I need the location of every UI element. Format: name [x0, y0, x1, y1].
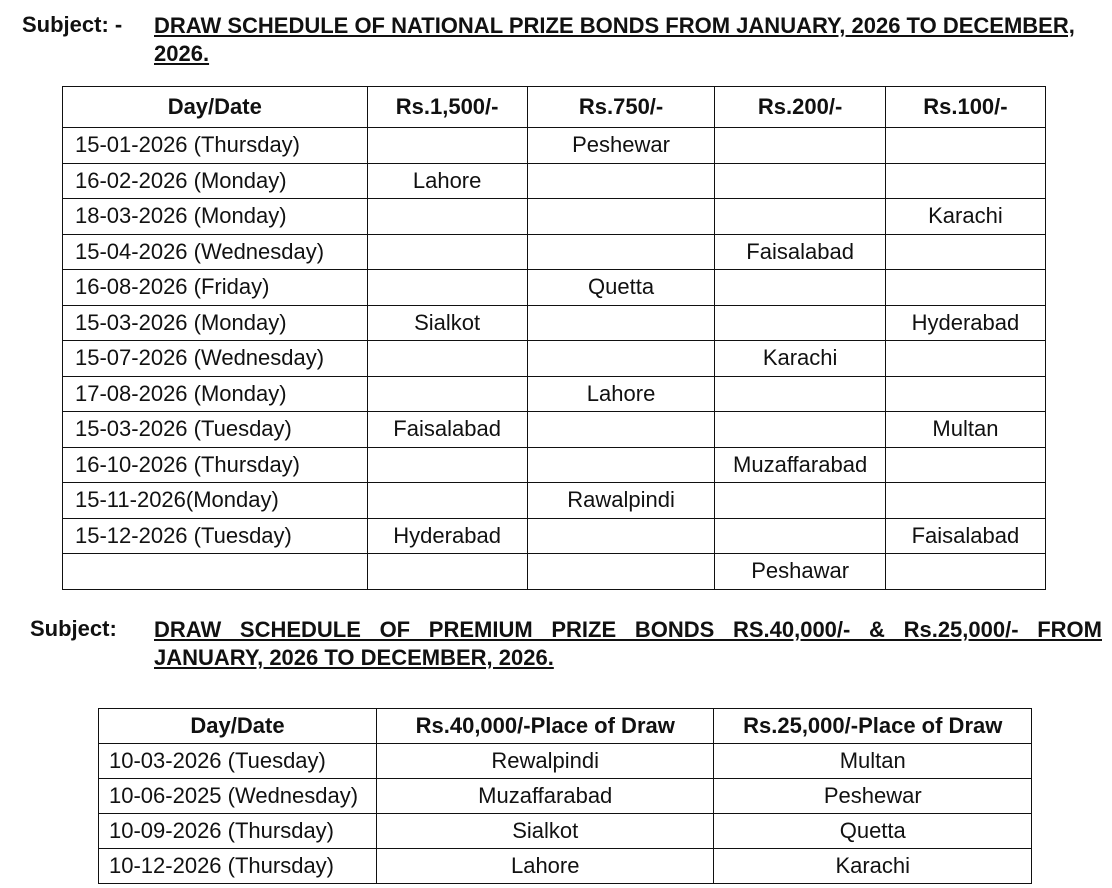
- cell-rs40000: Muzaffarabad: [376, 779, 714, 814]
- cell-rs1500: [367, 447, 527, 483]
- cell-rs1500: [367, 128, 527, 164]
- cell-rs750: [527, 447, 715, 483]
- column-header-rs200: Rs.200/-: [715, 87, 885, 128]
- table-row: [63, 270, 1046, 306]
- cell-rs100: [885, 270, 1045, 306]
- subject-title: DRAW SCHEDULE OF PREMIUM PRIZE BONDS RS.40,000/- & Rs.25,000/- FROM JANUARY, 2026 TO DECEMBER, 2026.: [154, 617, 1102, 670]
- cell-rs1500: Faisalabad: [367, 412, 527, 448]
- cell-rs200: Peshawar: [715, 554, 885, 590]
- cell-rs1500: [367, 376, 527, 412]
- column-header-rs40000: Rs.40,000/-Place of Draw: [376, 709, 714, 744]
- cell-rs200: [715, 270, 885, 306]
- cell-rs1500: [367, 234, 527, 270]
- table-row: [99, 849, 1032, 884]
- cell-rs750: Rawalpindi: [527, 483, 715, 519]
- table-row: [63, 305, 1046, 341]
- table-row: [63, 341, 1046, 377]
- cell-rs100: [885, 554, 1045, 590]
- cell-rs200: Karachi: [715, 341, 885, 377]
- cell-rs100: [885, 234, 1045, 270]
- cell-rs100: [885, 163, 1045, 199]
- cell-date: 15-07-2026 (Wednesday): [63, 341, 368, 377]
- cell-rs1500: [367, 554, 527, 590]
- cell-rs1500: [367, 199, 527, 235]
- table-row: [99, 744, 1032, 779]
- cell-rs100: [885, 447, 1045, 483]
- cell-rs200: [715, 483, 885, 519]
- table-row: [99, 779, 1032, 814]
- cell-rs750: [527, 199, 715, 235]
- cell-rs1500: Sialkot: [367, 305, 527, 341]
- cell-date: 15-01-2026 (Thursday): [63, 128, 368, 164]
- table-row: [63, 447, 1046, 483]
- cell-rs200: [715, 128, 885, 164]
- cell-rs1500: Lahore: [367, 163, 527, 199]
- table-row: [63, 412, 1046, 448]
- cell-rs750: [527, 305, 715, 341]
- cell-rs200: Faisalabad: [715, 234, 885, 270]
- cell-rs100: [885, 483, 1045, 519]
- subject-heading-premium: [30, 616, 1102, 672]
- cell-date: 16-02-2026 (Monday): [63, 163, 368, 199]
- cell-date: 15-03-2026 (Monday): [63, 305, 368, 341]
- subject-label: Subject:: [30, 616, 117, 641]
- cell-date: 15-04-2026 (Wednesday): [63, 234, 368, 270]
- cell-rs1500: [367, 341, 527, 377]
- cell-rs200: [715, 199, 885, 235]
- cell-rs1500: Hyderabad: [367, 518, 527, 554]
- subject-label: Subject: -: [22, 12, 123, 37]
- cell-rs750: [527, 234, 715, 270]
- cell-rs25000: Multan: [714, 744, 1032, 779]
- table-row: [63, 376, 1046, 412]
- cell-rs25000: Karachi: [714, 849, 1032, 884]
- cell-rs200: [715, 305, 885, 341]
- table-header-row: [63, 87, 1046, 128]
- cell-date: 18-03-2026 (Monday): [63, 199, 368, 235]
- cell-rs40000: Sialkot: [376, 814, 714, 849]
- cell-rs750: [527, 554, 715, 590]
- cell-date: [63, 554, 368, 590]
- cell-rs25000: Quetta: [714, 814, 1032, 849]
- column-header-date: Day/Date: [99, 709, 377, 744]
- cell-date: 16-08-2026 (Friday): [63, 270, 368, 306]
- table-row: [99, 814, 1032, 849]
- cell-rs200: [715, 412, 885, 448]
- cell-rs750: Peshewar: [527, 128, 715, 164]
- cell-date: 15-03-2026 (Tuesday): [63, 412, 368, 448]
- column-header-rs25000: Rs.25,000/-Place of Draw: [714, 709, 1032, 744]
- cell-rs750: [527, 518, 715, 554]
- cell-date: 15-12-2026 (Tuesday): [63, 518, 368, 554]
- subject-heading-national: [22, 12, 1102, 68]
- cell-date: 10-12-2026 (Thursday): [99, 849, 377, 884]
- cell-date: 10-03-2026 (Tuesday): [99, 744, 377, 779]
- cell-rs750: Quetta: [527, 270, 715, 306]
- cell-rs1500: [367, 270, 527, 306]
- cell-date: 16-10-2026 (Thursday): [63, 447, 368, 483]
- cell-date: 17-08-2026 (Monday): [63, 376, 368, 412]
- premium-prize-bond-schedule-table: [98, 708, 1032, 884]
- cell-rs100: [885, 376, 1045, 412]
- cell-rs100: Hyderabad: [885, 305, 1045, 341]
- column-header-rs1500: Rs.1,500/-: [367, 87, 527, 128]
- cell-rs750: [527, 341, 715, 377]
- table-header-row: [99, 709, 1032, 744]
- cell-date: 10-06-2025 (Wednesday): [99, 779, 377, 814]
- cell-rs40000: Lahore: [376, 849, 714, 884]
- cell-rs750: [527, 163, 715, 199]
- cell-rs100: [885, 128, 1045, 164]
- cell-date: 10-09-2026 (Thursday): [99, 814, 377, 849]
- table-row: [63, 518, 1046, 554]
- cell-rs200: [715, 163, 885, 199]
- column-header-date: Day/Date: [63, 87, 368, 128]
- cell-rs1500: [367, 483, 527, 519]
- table-row: [63, 163, 1046, 199]
- cell-rs100: [885, 341, 1045, 377]
- cell-rs100: Karachi: [885, 199, 1045, 235]
- column-header-rs750: Rs.750/-: [527, 87, 715, 128]
- cell-rs25000: Peshewar: [714, 779, 1032, 814]
- cell-rs750: Lahore: [527, 376, 715, 412]
- table-row: [63, 234, 1046, 270]
- cell-rs200: [715, 376, 885, 412]
- subject-title: DRAW SCHEDULE OF NATIONAL PRIZE BONDS FROM JANUARY, 2026 TO DECEMBER, 2026.: [154, 13, 1075, 66]
- national-prize-bond-schedule-table: [62, 86, 1046, 590]
- cell-date: 15-11-2026(Monday): [63, 483, 368, 519]
- table-row: [63, 483, 1046, 519]
- cell-rs200: Muzaffarabad: [715, 447, 885, 483]
- cell-rs100: Multan: [885, 412, 1045, 448]
- cell-rs100: Faisalabad: [885, 518, 1045, 554]
- table-row: [63, 554, 1046, 590]
- cell-rs40000: Rewalpindi: [376, 744, 714, 779]
- cell-rs750: [527, 412, 715, 448]
- cell-rs200: [715, 518, 885, 554]
- column-header-rs100: Rs.100/-: [885, 87, 1045, 128]
- table-row: [63, 128, 1046, 164]
- table-row: [63, 199, 1046, 235]
